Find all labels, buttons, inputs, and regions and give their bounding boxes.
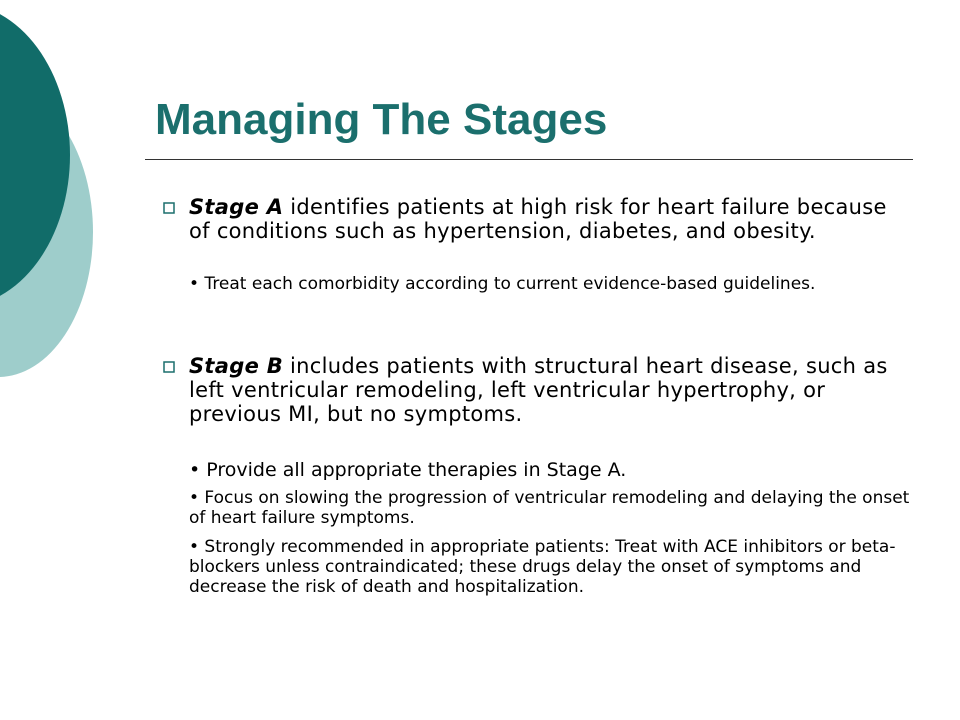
title-divider [145,159,913,160]
stage-a-sub-1: • Treat each comorbidity according to current evidence-based guidelines. [189,274,816,294]
hollow-square-bullet-icon [158,356,182,380]
hollow-square-bullet-icon [158,197,182,221]
stage-a-term: Stage A [189,195,284,219]
stage-b-sub-1: • Provide all appropriate therapies in Stage A. [189,459,627,481]
stage-b-sub-2: • Focus on slowing the progression of ventricular remodeling and delaying the onset of heart failure symptoms. [189,488,910,528]
stage-a-text [189,195,909,243]
stage-b-sub-3: • Strongly recommended in appropriate patients: Treat with ACE inhibitors or beta-blockers unless contraindicated; these drugs delay the onset of symptoms and decrease the risk of death and hospitalization. [189,537,896,597]
stage-b-term: Stage B [189,354,284,378]
stage-b-text [189,354,909,426]
decorative-circles [0,0,140,400]
stage-b-description: includes patients with structural heart disease, such as left ventricular remodeling, left ventricular hypertrophy, or previous MI, but no symptoms. [189,354,888,426]
stage-a-description: identifies patients at high risk for heart failure because of conditions such as hypertension, diabetes, and obesity. [189,195,887,243]
slide-title: Managing The Stages [155,95,608,144]
